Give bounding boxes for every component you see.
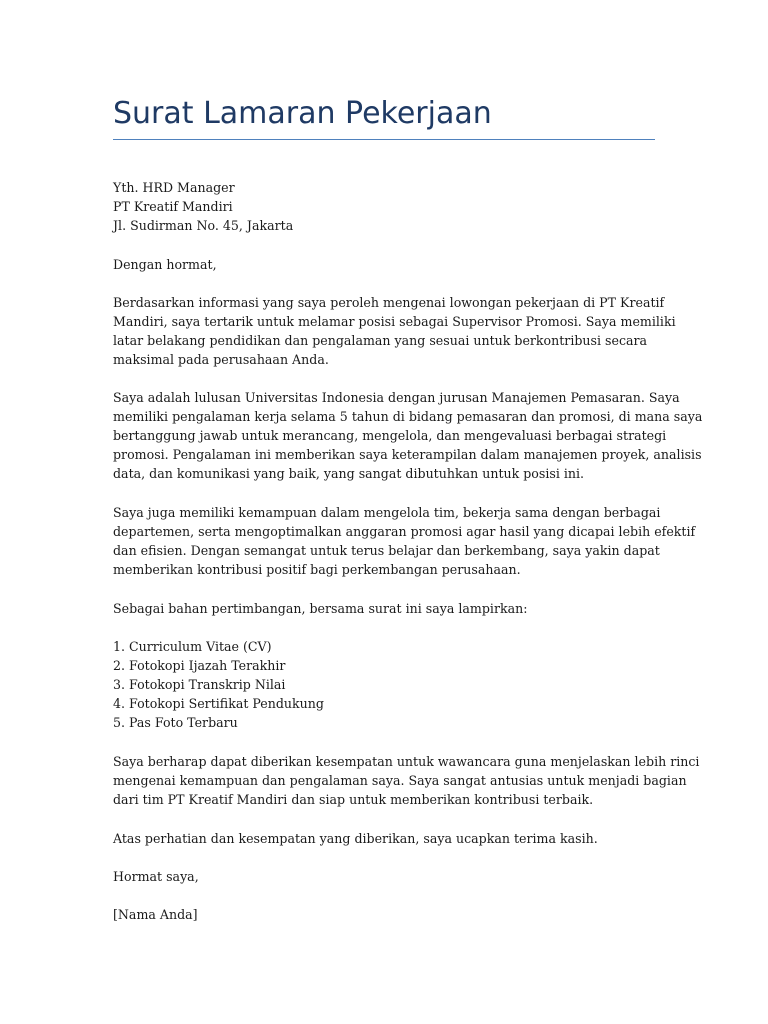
attachments-intro: Sebagai bahan pertimbangan, bersama surat ini saya lampirkan: <box>113 601 528 616</box>
paragraph-line: Saya berharap dapat diberikan kesempatan untuk wawancara guna menjelaskan lebih rinci <box>113 754 700 769</box>
paragraph-line: dan efisien. Dengan semangat untuk terus belajar dan berkembang, saya yakin dapat <box>113 543 660 558</box>
paragraph-line: bertanggung jawab untuk merancang, mengelola, dan mengevaluasi berbagai strategi <box>113 428 667 443</box>
list-item: 1. Curriculum Vitae (CV) <box>113 639 272 654</box>
recipient-line: PT Kreatif Mandiri <box>113 199 233 214</box>
list-item: 5. Pas Foto Terbaru <box>113 715 238 730</box>
paragraph-line: Mandiri, saya tertarik untuk melamar posisi sebagai Supervisor Promosi. Saya memiliki <box>113 314 676 329</box>
signature-name: [Nama Anda] <box>113 907 198 922</box>
recipient-block <box>113 178 658 235</box>
paragraph-skills <box>113 503 696 579</box>
attachments-list <box>113 637 658 732</box>
recipient-line: Yth. HRD Manager <box>113 180 235 195</box>
thanks-block <box>113 829 658 848</box>
greeting: Dengan hormat, <box>113 257 217 272</box>
paragraph-line: latar belakang pendidikan dan pengalaman yang sesuai untuk berkontribusi secara <box>113 333 648 348</box>
paragraph-line: Saya juga memiliki kemampuan dalam mengelola tim, bekerja sama dengan berbagai <box>113 505 661 520</box>
title-underline <box>113 139 655 140</box>
paragraph-line: departemen, serta mengoptimalkan anggaran promosi agar hasil yang dicapai lebih efektif <box>113 524 696 539</box>
list-item: 2. Fotokopi Ijazah Terakhir <box>113 658 286 673</box>
signature-block <box>113 905 658 924</box>
paragraph-interview <box>113 752 700 809</box>
recipient-line: Jl. Sudirman No. 45, Jakarta <box>113 218 294 233</box>
paragraph-intro <box>113 293 676 369</box>
closing-line: Hormat saya, <box>113 869 199 884</box>
paragraph-line: memiliki pengalaman kerja selama 5 tahun di bidang pemasaran dan promosi, di mana saya <box>113 409 703 424</box>
paragraph-background <box>113 388 703 483</box>
paragraph-line: Saya adalah lulusan Universitas Indonesia dengan jurusan Manajemen Pemasaran. Saya <box>113 390 680 405</box>
attachments-intro-block <box>113 599 658 618</box>
paragraph-line: memberikan kontribusi positif bagi perkembangan perusahaan. <box>113 562 521 577</box>
list-item: 4. Fotokopi Sertifikat Pendukung <box>113 696 324 711</box>
closing-block <box>113 867 658 886</box>
paragraph-line: promosi. Pengalaman ini memberikan saya keterampilan dalam manajemen proyek, analisis <box>113 447 702 462</box>
greeting-block <box>113 255 658 274</box>
paragraph-line: Berdasarkan informasi yang saya peroleh mengenai lowongan pekerjaan di PT Kreatif <box>113 295 665 310</box>
list-item: 3. Fotokopi Transkrip Nilai <box>113 677 286 692</box>
document-title: Surat Lamaran Pekerjaan <box>113 96 492 131</box>
paragraph-line: maksimal pada perusahaan Anda. <box>113 352 329 367</box>
thanks-line: Atas perhatian dan kesempatan yang diberikan, saya ucapkan terima kasih. <box>113 831 598 846</box>
paragraph-line: mengenai kemampuan dan pengalaman saya. Saya sangat antusias untuk menjadi bagian <box>113 773 687 788</box>
paragraph-line: data, dan komunikasi yang baik, yang sangat dibutuhkan untuk posisi ini. <box>113 466 585 481</box>
paragraph-line: dari tim PT Kreatif Mandiri dan siap untuk memberikan kontribusi terbaik. <box>113 792 594 807</box>
